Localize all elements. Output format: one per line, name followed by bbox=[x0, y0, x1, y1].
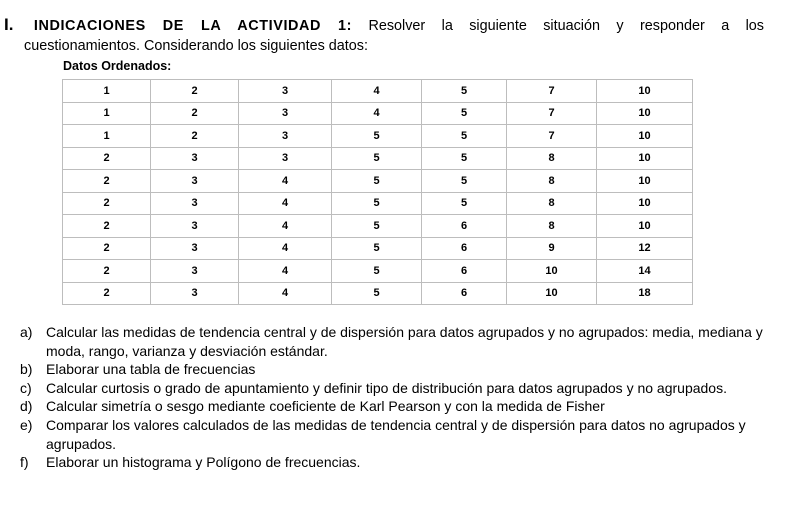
task-letter: c) bbox=[20, 379, 32, 396]
table-cell: 3 bbox=[239, 80, 332, 103]
table-cell: 14 bbox=[597, 260, 693, 283]
table-cell: 5 bbox=[332, 147, 422, 170]
activity-title: INDICACIONES DE LA ACTIVIDAD 1: bbox=[33, 18, 353, 34]
table-cell: 6 bbox=[422, 260, 507, 283]
table-cell: 10 bbox=[597, 125, 693, 148]
task-item bbox=[20, 416, 765, 453]
task-item bbox=[20, 397, 765, 416]
task-text: Calcular simetría o sesgo mediante coeficiente de Karl Pearson y con la medida de Fisher bbox=[46, 398, 605, 415]
ordered-data-table bbox=[62, 79, 693, 305]
table-cell: 9 bbox=[507, 237, 597, 260]
table-cell: 8 bbox=[507, 170, 597, 193]
table-cell: 5 bbox=[332, 215, 422, 238]
table-row bbox=[63, 102, 693, 125]
table-cell: 4 bbox=[332, 102, 422, 125]
table-cell: 10 bbox=[507, 282, 597, 305]
table-cell: 2 bbox=[63, 215, 151, 238]
table-cell: 5 bbox=[332, 170, 422, 193]
table-cell: 7 bbox=[507, 102, 597, 125]
table-cell: 2 bbox=[63, 170, 151, 193]
table-cell: 1 bbox=[63, 125, 151, 148]
table-cell: 4 bbox=[239, 282, 332, 305]
table-cell: 3 bbox=[239, 125, 332, 148]
table-cell: 5 bbox=[332, 192, 422, 215]
table-cell: 5 bbox=[422, 147, 507, 170]
table-cell: 10 bbox=[597, 192, 693, 215]
table-cell: 5 bbox=[332, 125, 422, 148]
task-item bbox=[20, 379, 765, 398]
table-row bbox=[63, 237, 693, 260]
table-row bbox=[63, 215, 693, 238]
table-cell: 8 bbox=[507, 215, 597, 238]
table-cell: 10 bbox=[597, 170, 693, 193]
table-cell: 8 bbox=[507, 147, 597, 170]
task-text: Calcular las medidas de tendencia central y de dispersión para datos agrupados y no agrupados: media, mediana y moda, rango, varianza y desviación estándar. bbox=[46, 324, 763, 359]
table-cell: 18 bbox=[597, 282, 693, 305]
table-cell: 10 bbox=[597, 147, 693, 170]
activity-instruction: Resolver la siguiente situación y responder a los bbox=[368, 18, 764, 34]
table-cell: 2 bbox=[63, 260, 151, 283]
table-cell: 4 bbox=[239, 237, 332, 260]
table-cell: 5 bbox=[332, 282, 422, 305]
activity-instruction-continued: cuestionamientos. Considerando los siguientes datos: bbox=[24, 38, 368, 54]
table-cell: 5 bbox=[422, 125, 507, 148]
table-cell: 6 bbox=[422, 282, 507, 305]
table-cell: 4 bbox=[239, 192, 332, 215]
table-cell: 1 bbox=[63, 102, 151, 125]
table-cell: 2 bbox=[151, 102, 239, 125]
task-text: Comparar los valores calculados de las medidas de tendencia central y de dispersión para datos no agrupados y agrupados. bbox=[46, 416, 746, 452]
table-cell: 2 bbox=[63, 282, 151, 305]
task-item bbox=[20, 323, 765, 360]
table-cell: 5 bbox=[332, 260, 422, 283]
table-row bbox=[63, 80, 693, 103]
task-text: Calcular curtosis o grado de apuntamiento y definir tipo de distribución para datos agrupados y no agrupados. bbox=[46, 379, 727, 396]
table-cell: 4 bbox=[332, 80, 422, 103]
task-letter: f) bbox=[20, 454, 29, 471]
table-cell: 6 bbox=[422, 215, 507, 238]
table-row bbox=[63, 125, 693, 148]
table-cell: 5 bbox=[332, 237, 422, 260]
task-item bbox=[20, 360, 765, 379]
table-cell: 3 bbox=[151, 147, 239, 170]
table-cell: 3 bbox=[151, 170, 239, 193]
table-cell: 10 bbox=[597, 215, 693, 238]
table-row bbox=[63, 170, 693, 193]
task-list bbox=[20, 323, 765, 472]
table-cell: 5 bbox=[422, 80, 507, 103]
table-cell: 5 bbox=[422, 170, 507, 193]
table-cell: 7 bbox=[507, 80, 597, 103]
task-letter: d) bbox=[20, 398, 33, 415]
table-cell: 3 bbox=[151, 282, 239, 305]
table-cell: 10 bbox=[597, 80, 693, 103]
table-cell: 5 bbox=[422, 192, 507, 215]
table-cell: 5 bbox=[422, 102, 507, 125]
task-letter: e) bbox=[20, 416, 33, 433]
section-numeral: I. bbox=[4, 15, 14, 34]
table-cell: 3 bbox=[151, 260, 239, 283]
task-letter: b) bbox=[20, 361, 33, 378]
table-cell: 10 bbox=[507, 260, 597, 283]
table-cell: 2 bbox=[151, 80, 239, 103]
table-cell: 8 bbox=[507, 192, 597, 215]
table-cell: 3 bbox=[151, 215, 239, 238]
table-cell: 2 bbox=[63, 237, 151, 260]
table-caption: Datos Ordenados: bbox=[63, 59, 172, 73]
table-cell: 6 bbox=[422, 237, 507, 260]
table-cell: 3 bbox=[151, 237, 239, 260]
table-row bbox=[63, 192, 693, 215]
table-cell: 4 bbox=[239, 170, 332, 193]
table-row bbox=[63, 282, 693, 305]
activity-heading bbox=[4, 16, 764, 35]
task-text: Elaborar un histograma y Polígono de frecuencias. bbox=[46, 454, 361, 471]
table-cell: 4 bbox=[239, 215, 332, 238]
table-cell: 3 bbox=[151, 192, 239, 215]
task-text: Elaborar una tabla de frecuencias bbox=[46, 361, 256, 378]
table-cell: 2 bbox=[63, 192, 151, 215]
task-item bbox=[20, 453, 765, 472]
table-row bbox=[63, 147, 693, 170]
table-row bbox=[63, 260, 693, 283]
table-cell: 3 bbox=[239, 147, 332, 170]
table-cell: 2 bbox=[63, 147, 151, 170]
table-cell: 7 bbox=[507, 125, 597, 148]
table-cell: 10 bbox=[597, 102, 693, 125]
table-cell: 12 bbox=[597, 237, 693, 260]
task-letter: a) bbox=[20, 324, 33, 340]
table-cell: 1 bbox=[63, 80, 151, 103]
table-cell: 3 bbox=[239, 102, 332, 125]
table-cell: 2 bbox=[151, 125, 239, 148]
table-cell: 4 bbox=[239, 260, 332, 283]
